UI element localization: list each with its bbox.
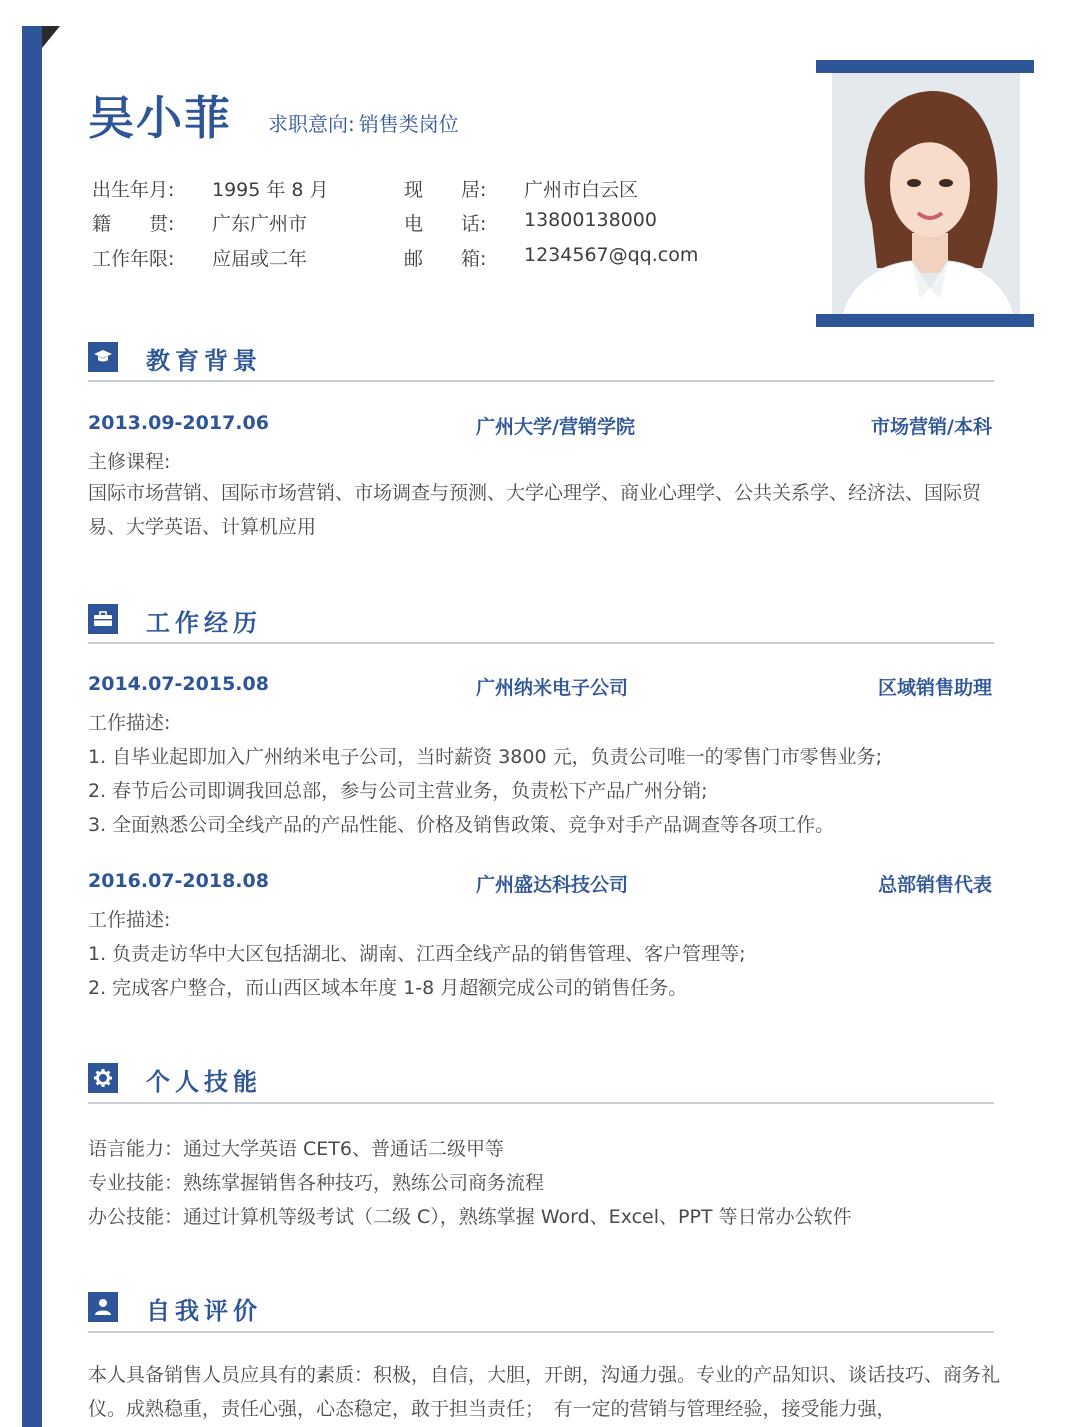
photo-frame-bottom: [816, 314, 1034, 327]
job-date: 2016.07-2018.08: [88, 870, 269, 892]
info-residence-value: 广州市白云区: [524, 179, 639, 201]
section-title-self: 自我评价: [146, 1297, 262, 1325]
info-birth-value: 1995 年 8 月: [212, 179, 329, 201]
edu-school: 广州大学/营销学院: [476, 416, 635, 438]
info-label: 工作年限:: [92, 248, 175, 270]
skill-item: 办公技能：通过计算机等级考试（二级 C），熟练掌握 Word、Excel、PPT 等日常办公软件: [88, 1206, 852, 1228]
job-role: 总部销售代表: [877, 874, 992, 896]
job-item: 1. 自毕业起即加入广州纳米电子公司，当时薪资 3800 元，负责公司唯一的零售门市零售业务;: [88, 746, 883, 768]
gear-icon: [88, 1063, 118, 1093]
info-origin: [92, 209, 174, 236]
briefcase-icon: [88, 604, 118, 634]
section-divider: [88, 1331, 994, 1333]
job-desc-label: 工作描述:: [88, 909, 171, 931]
job-date: 2014.07-2015.08: [88, 673, 269, 695]
info-residence: [404, 175, 486, 202]
info-birth: [92, 175, 174, 202]
info-email: [404, 244, 486, 271]
section-divider: [88, 1102, 994, 1104]
info-label: 邮 箱:: [404, 248, 487, 270]
person-icon: [88, 1292, 118, 1322]
photo-frame-top: [816, 60, 1034, 73]
job-item: 3. 全面熟悉公司全线产品的产品性能、价格及销售政策、竞争对手产品调查等各项工作。: [88, 814, 835, 836]
corner-fold: [42, 26, 60, 48]
section-divider: [88, 642, 994, 644]
courses-label: 主修课程:: [88, 451, 171, 473]
graduation-cap-icon: [88, 342, 118, 372]
courses-text: 国际市场营销、国际市场营销、市场调查与预测、大学心理学、商业心理学、公共关系学、经济法、国际贸易、大学英语、计算机应用: [88, 482, 982, 538]
candidate-name: 吴小菲: [88, 91, 232, 145]
section-title-work: 工作经历: [146, 609, 262, 637]
job-item: 1. 负责走访华中大区包括湖北、湖南、江西全线产品的销售管理、客户管理等;: [88, 943, 746, 965]
self-eval-text: 本人具备销售人员应具有的素质：积极，自信，大胆，开朗，沟通力强。专业的产品知识、谈话技巧、商务礼仪。成熟稳重，责任心强，心态稳定，敢于担当责任； 有一定的营销与管理经验，接受能力强，: [88, 1364, 1001, 1420]
info-label: 现 居:: [404, 179, 487, 201]
job-item: 2. 完成客户整合，而山西区域本年度 1-8 月超额完成公司的销售任务。: [88, 977, 688, 999]
job-company: 广州盛达科技公司: [476, 874, 629, 896]
job-company: 广州纳米电子公司: [476, 677, 629, 699]
section-divider: [88, 380, 994, 382]
edu-degree: 市场营销/本科: [871, 416, 992, 438]
section-title-skills: 个人技能: [146, 1068, 262, 1096]
info-phone-value: 13800138000: [524, 209, 657, 231]
job-intent: [264, 108, 459, 137]
section-title-education: 教育背景: [146, 347, 262, 375]
job-intent-value: 销售类岗位: [358, 112, 459, 136]
job-item: 2. 春节后公司即调我回总部，参与公司主营业务，负责松下产品广州分销;: [88, 780, 708, 802]
job-role: 区域销售助理: [877, 677, 992, 699]
info-origin-value: 广东广州市: [212, 213, 308, 235]
info-years: [92, 244, 174, 271]
edu-date: 2013.09-2017.06: [88, 412, 269, 434]
profile-photo: [832, 73, 1020, 314]
info-years-value: 应届或二年: [212, 248, 308, 270]
info-label: 电 话:: [404, 213, 487, 235]
skill-item: 专业技能：熟练掌握销售各种技巧，熟练公司商务流程: [88, 1172, 545, 1194]
info-phone: [404, 209, 486, 236]
left-accent-bar: [22, 26, 42, 1427]
info-email-value: 1234567@qq.com: [524, 244, 699, 266]
skill-item: 语言能力：通过大学英语 CET6、普通话二级甲等: [88, 1138, 505, 1160]
info-label: 籍 贯:: [92, 213, 175, 235]
job-intent-label: 求职意向:: [268, 112, 355, 136]
job-desc-label: 工作描述:: [88, 712, 171, 734]
info-label: 出生年月:: [92, 179, 175, 201]
